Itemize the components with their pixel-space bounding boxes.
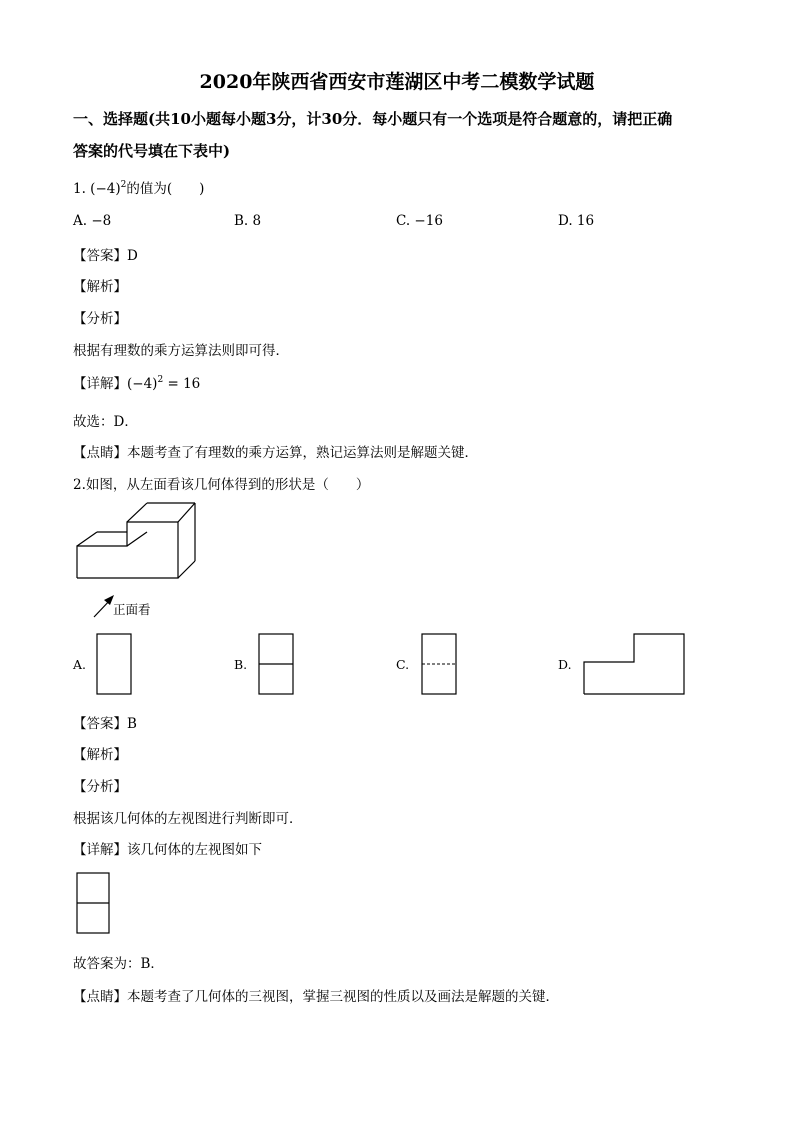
q1-stem: 1. $(-4)^2$的值为( ) <box>73 180 205 197</box>
q1-detail-exponent: 2 <box>157 375 164 385</box>
q2-option-b-figure <box>257 632 297 698</box>
q1-detail: 【详解】$(-4)^2 = 16$ <box>73 375 201 392</box>
q2-option-a-label: A. <box>73 657 87 672</box>
q2-left-view-figure <box>75 871 115 937</box>
q2-jiexi-label: 【解析】 <box>73 747 127 763</box>
q2-fenxi-label: 【分析】 <box>73 779 127 795</box>
q1-option-d: D. 16 <box>558 213 595 229</box>
q1-fenxi-label: 【分析】 <box>73 311 127 327</box>
q1-option-b: B. 8 <box>234 213 262 229</box>
q1-analysis: 根据有理数的乘方运算法则即可得． <box>73 343 289 359</box>
q2-detail: 【详解】该几何体的左视图如下 <box>73 842 262 858</box>
page-title: 2020年陕西省西安市莲湖区中考二模数学试题 <box>199 71 595 93</box>
q2-option-d-figure <box>582 632 688 698</box>
q2-option-d-label: D. <box>558 657 572 672</box>
q2-comment: 【点睛】本题考查了几何体的三视图，掌握三视图的性质以及画法是解题的关键． <box>73 989 559 1005</box>
q2-option-c-figure <box>420 632 460 698</box>
q1-answer: 【答案】D <box>73 248 138 264</box>
q2-conclusion: 故答案为：B． <box>73 956 164 972</box>
q2-option-b-label: B. <box>234 657 248 672</box>
q2-front-view-label: 正面看 <box>113 602 151 617</box>
q1-option-c: C. −16 <box>396 213 443 229</box>
q2-stem: 2.如图，从左面看该几何体得到的形状是（ ） <box>73 477 370 493</box>
q1-jiexi-label: 【解析】 <box>73 279 127 295</box>
section-heading-line-1: 一、选择题(共10小题每小题3分，计30分．每小题只有一个选项是符合题意的，请把正确 <box>73 110 673 128</box>
q1-stem-exponent: 2 <box>120 180 127 190</box>
q1-comment: 【点睛】本题考查了有理数的乘方运算，熟记运算法则是解题关键． <box>73 445 478 461</box>
q2-analysis: 根据该几何体的左视图进行判断即可． <box>73 811 303 827</box>
q2-answer: 【答案】B <box>73 716 137 732</box>
section-heading-line-2: 答案的代号填在下表中) <box>73 142 231 160</box>
q1-option-a: A. −8 <box>73 213 112 229</box>
q2-option-a-figure <box>95 632 135 698</box>
q1-conclusion: 故选：D． <box>73 414 138 430</box>
q2-option-c-label: C. <box>396 657 410 672</box>
